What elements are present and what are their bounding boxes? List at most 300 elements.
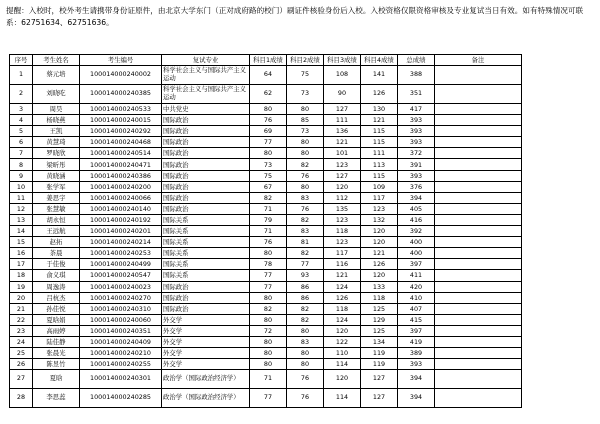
cell-id: 100014000240066 [80,192,162,203]
cell-score4: 121 [361,115,398,126]
table-row [10,192,522,203]
cell-note [435,226,522,237]
cell-note [435,203,522,214]
cell-name: 周逸涛 [33,281,80,292]
cell-no: 11 [10,192,33,203]
table-row [10,325,522,336]
cell-note [435,85,522,104]
table-row [10,248,522,259]
cell-no: 5 [10,126,33,137]
cell-major: 国际政治 [162,170,250,181]
cell-id: 100014000240192 [80,214,162,225]
header-name: 考生姓名 [33,55,80,66]
cell-score1: 80 [250,314,287,325]
cell-total: 389 [398,348,435,359]
cell-score4: 113 [361,159,398,170]
cell-score2: 82 [287,159,324,170]
cell-note [435,192,522,203]
table-row [10,348,522,359]
cell-total: 411 [398,270,435,281]
cell-id: 100014000240386 [80,170,162,181]
table-row [10,270,522,281]
cell-score4: 109 [361,181,398,192]
cell-id: 100014000240140 [80,203,162,214]
cell-score1: 67 [250,181,287,192]
table-row [10,226,522,237]
cell-name: 孙佳悦 [33,303,80,314]
cell-total: 394 [398,370,435,389]
cell-major: 国际政治 [162,159,250,170]
cell-score2: 75 [287,66,324,85]
cell-score4: 119 [361,359,398,370]
cell-name: 赵拓 [33,237,80,248]
cell-name: 周昊 [33,104,80,115]
cell-score3: 108 [324,66,361,85]
cell-name: 茶晨 [33,248,80,259]
cell-score3: 120 [324,370,361,389]
cell-note [435,348,522,359]
cell-no: 25 [10,348,33,359]
cell-score4: 125 [361,303,398,314]
cell-total: 415 [398,314,435,325]
cell-total: 419 [398,336,435,347]
cell-note [435,159,522,170]
table-row [10,237,522,248]
cell-total: 405 [398,203,435,214]
cell-score4: 115 [361,170,398,181]
table-row [10,259,522,270]
table-row [10,66,522,85]
table-row [10,214,522,225]
cell-note [435,325,522,336]
cell-no: 19 [10,281,33,292]
cell-score4: 115 [361,126,398,137]
cell-score4: 119 [361,348,398,359]
cell-score3: 120 [324,181,361,192]
cell-id: 100014000240409 [80,336,162,347]
cell-id: 100014000240015 [80,115,162,126]
cell-no: 22 [10,314,33,325]
cell-score1: 71 [250,226,287,237]
cell-major: 外交学 [162,336,250,347]
cell-score3: 112 [324,192,361,203]
cell-major: 国际关系 [162,270,250,281]
cell-no: 13 [10,214,33,225]
cell-name: 陆佳静 [33,336,80,347]
cell-no: 1 [10,66,33,85]
cell-score4: 130 [361,104,398,115]
cell-score1: 80 [250,359,287,370]
table-row [10,292,522,303]
cell-no: 8 [10,159,33,170]
cell-major: 国际政治 [162,181,250,192]
cell-score2: 80 [287,359,324,370]
cell-id: 100014000240253 [80,248,162,259]
cell-total: 376 [398,181,435,192]
cell-total: 393 [398,359,435,370]
cell-score2: 76 [287,203,324,214]
cell-major: 政治学（国际政治经济学） [162,389,250,408]
cell-name: 于佳俊 [33,259,80,270]
cell-score1: 73 [250,159,287,170]
cell-score1: 76 [250,115,287,126]
cell-score3: 110 [324,348,361,359]
cell-note [435,170,522,181]
cell-total: 397 [398,325,435,336]
cell-score1: 64 [250,66,287,85]
header-score2: 科目2成绩 [287,55,324,66]
cell-total: 391 [398,159,435,170]
cell-no: 24 [10,336,33,347]
cell-no: 12 [10,203,33,214]
cell-major: 国际政治 [162,192,250,203]
cell-id: 100014000240255 [80,359,162,370]
cell-total: 393 [398,170,435,181]
cell-score2: 83 [287,226,324,237]
header-major: 复试专业 [162,55,250,66]
cell-total: 393 [398,115,435,126]
cell-no: 7 [10,148,33,159]
cell-score2: 86 [287,281,324,292]
cell-id: 100014000240002 [80,66,162,85]
cell-note [435,115,522,126]
cell-note [435,237,522,248]
table-row [10,281,522,292]
cell-total: 393 [398,126,435,137]
table-row [10,303,522,314]
cell-no: 3 [10,104,33,115]
cell-total: 420 [398,281,435,292]
cell-major: 国际政治 [162,137,250,148]
cell-total: 397 [398,259,435,270]
cell-id: 100014000240201 [80,226,162,237]
cell-score3: 120 [324,325,361,336]
cell-score1: 77 [250,389,287,408]
cell-score4: 111 [361,148,398,159]
cell-total: 400 [398,237,435,248]
cell-note [435,137,522,148]
cell-score3: 101 [324,148,361,159]
cell-note [435,292,522,303]
cell-id: 100014000240292 [80,126,162,137]
cell-score4: 121 [361,248,398,259]
cell-major: 外交学 [162,359,250,370]
header-note: 备注 [435,55,522,66]
cell-id: 100014000240547 [80,270,162,281]
cell-name: 罗晓欣 [33,148,80,159]
cell-score3: 135 [324,203,361,214]
cell-score2: 73 [287,85,324,104]
cell-score1: 79 [250,214,287,225]
cell-note [435,126,522,137]
table-row [10,203,522,214]
cell-no: 28 [10,389,33,408]
cell-score2: 80 [287,104,324,115]
cell-score4: 133 [361,281,398,292]
table-row [10,181,522,192]
cell-major: 国际关系 [162,237,250,248]
cell-no: 20 [10,292,33,303]
cell-score1: 76 [250,237,287,248]
cell-score1: 80 [250,336,287,347]
cell-total: 388 [398,66,435,85]
cell-score4: 134 [361,336,398,347]
cell-score1: 71 [250,370,287,389]
cell-score4: 120 [361,237,398,248]
cell-major: 中共党史 [162,104,250,115]
cell-name: 张晨光 [33,348,80,359]
cell-id: 100014000240533 [80,104,162,115]
cell-major: 政治学（国际政治经济学） [162,370,250,389]
cell-major: 国际关系 [162,259,250,270]
cell-score1: 78 [250,259,287,270]
cell-total: 416 [398,214,435,225]
cell-name: 王凯 [33,126,80,137]
cell-score3: 123 [324,237,361,248]
cell-score2: 80 [287,348,324,359]
cell-id: 100014000240210 [80,348,162,359]
table-row [10,389,522,408]
cell-note [435,181,522,192]
cell-score2: 82 [287,214,324,225]
cell-name: 俞义琪 [33,270,80,281]
cell-score4: 118 [361,292,398,303]
cell-id: 100014000240499 [80,259,162,270]
cell-score3: 127 [324,170,361,181]
cell-id: 100014000240200 [80,181,162,192]
table-row [10,126,522,137]
cell-total: 400 [398,248,435,259]
cell-name: 陈昱竹 [33,359,80,370]
cell-total: 393 [398,137,435,148]
cell-note [435,259,522,270]
cell-score1: 82 [250,192,287,203]
cell-major: 国际关系 [162,226,250,237]
cell-id: 100014000240385 [80,85,162,104]
cell-name: 胡永恒 [33,214,80,225]
cell-no: 21 [10,303,33,314]
cell-score1: 80 [250,148,287,159]
cell-score2: 77 [287,259,324,270]
cell-id: 100014000240023 [80,281,162,292]
table-row [10,115,522,126]
cell-score2: 83 [287,192,324,203]
cell-note [435,359,522,370]
cell-name: 高雨婷 [33,325,80,336]
cell-name: 黄晓涵 [33,170,80,181]
cell-no: 18 [10,270,33,281]
cell-score1: 77 [250,137,287,148]
cell-score4: 132 [361,214,398,225]
cell-no: 16 [10,248,33,259]
cell-name: 李思蕊 [33,389,80,408]
cell-major: 国际关系 [162,214,250,225]
cell-score4: 126 [361,259,398,270]
cell-score1: 75 [250,170,287,181]
cell-score2: 82 [287,248,324,259]
cell-major: 外交学 [162,348,250,359]
cell-score1: 77 [250,281,287,292]
cell-score4: 127 [361,370,398,389]
cell-total: 417 [398,104,435,115]
cell-no: 10 [10,181,33,192]
table-row [10,137,522,148]
cell-score4: 120 [361,270,398,281]
score-table [9,54,522,408]
cell-score2: 73 [287,126,324,137]
cell-name: 夏晗娟 [33,314,80,325]
cell-note [435,248,522,259]
cell-major: 国际政治 [162,148,250,159]
cell-no: 6 [10,137,33,148]
cell-score2: 80 [287,325,324,336]
cell-note [435,281,522,292]
cell-id: 100014000240471 [80,159,162,170]
cell-score3: 114 [324,389,361,408]
cell-score2: 80 [287,137,324,148]
cell-note [435,314,522,325]
table-row [10,85,522,104]
cell-score4: 123 [361,203,398,214]
cell-major: 外交学 [162,325,250,336]
cell-score3: 121 [324,137,361,148]
cell-score4: 129 [361,314,398,325]
cell-major: 国际政治 [162,281,250,292]
cell-score3: 117 [324,248,361,259]
cell-name: 刘晓吃 [33,85,80,104]
cell-name: 张慧敏 [33,203,80,214]
cell-score1: 69 [250,126,287,137]
cell-score3: 90 [324,85,361,104]
cell-major: 国际政治 [162,126,250,137]
cell-id: 100014000240285 [80,389,162,408]
cell-total: 394 [398,389,435,408]
cell-major: 国际政治 [162,292,250,303]
cell-score3: 116 [324,259,361,270]
cell-score4: 127 [361,389,398,408]
cell-total: 410 [398,292,435,303]
cell-score2: 80 [287,148,324,159]
cell-score1: 72 [250,325,287,336]
header-id: 考生编号 [80,55,162,66]
cell-score3: 124 [324,314,361,325]
cell-name: 吕杭杰 [33,292,80,303]
cell-id: 100014000240270 [80,292,162,303]
cell-note [435,336,522,347]
cell-score1: 80 [250,292,287,303]
cell-id: 100014000240060 [80,314,162,325]
cell-score3: 136 [324,126,361,137]
cell-total: 407 [398,303,435,314]
cell-note [435,66,522,85]
cell-score3: 127 [324,104,361,115]
cell-score1: 80 [250,104,287,115]
cell-score3: 123 [324,214,361,225]
cell-score2: 86 [287,292,324,303]
cell-score2: 76 [287,389,324,408]
cell-score3: 118 [324,303,361,314]
header-score3: 科目3成绩 [324,55,361,66]
cell-id: 100014000240468 [80,137,162,148]
cell-id: 100014000240301 [80,370,162,389]
cell-score4: 120 [361,226,398,237]
cell-total: 372 [398,148,435,159]
cell-total: 351 [398,85,435,104]
cell-no: 9 [10,170,33,181]
cell-no: 26 [10,359,33,370]
cell-note [435,104,522,115]
cell-no: 15 [10,237,33,248]
cell-score2: 81 [287,237,324,248]
cell-score2: 80 [287,181,324,192]
cell-score2: 93 [287,270,324,281]
cell-score3: 124 [324,281,361,292]
notice-text: 提醒：入校时，校外考生请携带身份证原件，由北京大学东门（正对成府路的校门）刷证件核验身份后入校。入校资格仅限资格审核及专业复试当日有效。如有特殊情况可联系：62751634、62751636。 [6,6,584,27]
cell-no: 17 [10,259,33,270]
cell-name: 夏晗 [33,370,80,389]
cell-note [435,270,522,281]
cell-note [435,303,522,314]
table-header-row [10,55,522,66]
cell-note [435,370,522,389]
cell-score1: 82 [250,303,287,314]
cell-no: 4 [10,115,33,126]
cell-major: 外交学 [162,314,250,325]
cell-name: 杨晓燕 [33,115,80,126]
cell-major: 国际政治 [162,115,250,126]
cell-score3: 118 [324,226,361,237]
cell-score4: 115 [361,137,398,148]
header-total: 总成绩 [398,55,435,66]
cell-score2: 82 [287,303,324,314]
cell-major: 国际政治 [162,203,250,214]
cell-no: 23 [10,325,33,336]
cell-id: 100014000240514 [80,148,162,159]
cell-score3: 114 [324,359,361,370]
cell-no: 14 [10,226,33,237]
cell-score3: 126 [324,292,361,303]
cell-score2: 83 [287,336,324,347]
cell-score4: 141 [361,66,398,85]
table-row [10,314,522,325]
cell-name: 王远航 [33,226,80,237]
cell-score3: 121 [324,270,361,281]
cell-id: 100014000240310 [80,303,162,314]
table-body [10,66,522,408]
cell-score4: 125 [361,325,398,336]
table-row [10,104,522,115]
cell-major: 科学社会主义与国际共产主义运动 [162,66,250,85]
cell-score2: 76 [287,170,324,181]
cell-score2: 82 [287,314,324,325]
cell-total: 394 [398,192,435,203]
cell-name: 蔡元培 [33,66,80,85]
cell-score1: 77 [250,270,287,281]
cell-score4: 117 [361,192,398,203]
cell-major: 国际政治 [162,303,250,314]
cell-score1: 62 [250,85,287,104]
cell-score1: 80 [250,348,287,359]
cell-score3: 122 [324,336,361,347]
cell-id: 100014000240214 [80,237,162,248]
cell-score2: 76 [287,370,324,389]
cell-score4: 126 [361,85,398,104]
cell-score3: 111 [324,115,361,126]
cell-note [435,389,522,408]
cell-name: 梁昕彤 [33,159,80,170]
cell-score1: 71 [250,203,287,214]
table-row [10,170,522,181]
